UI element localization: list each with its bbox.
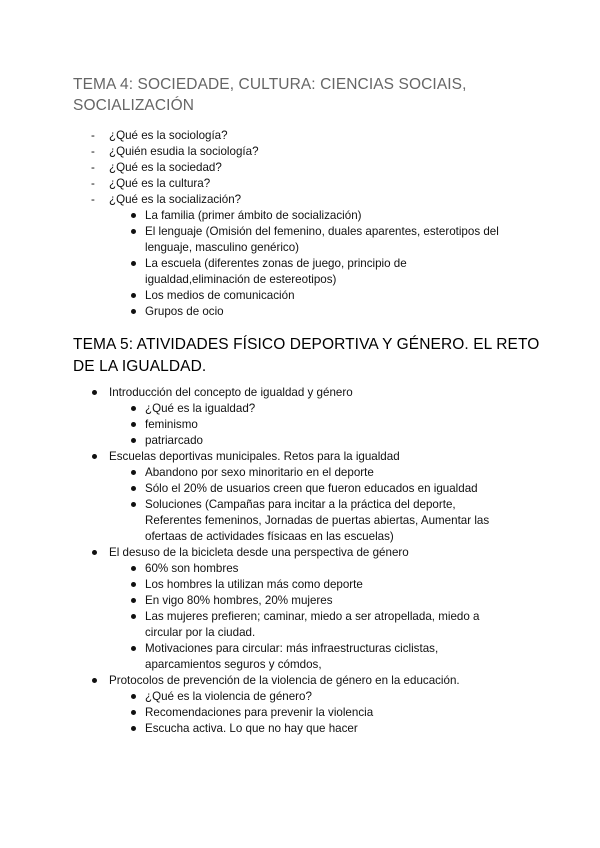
list-item: ¿Qué es la violencia de género? [145,690,312,703]
list-item: Las mujeres prefieren; caminar, miedo a ser atropellada, miedo a [145,610,480,623]
list-item-continuation: Referentes femeninos, Jornadas de puertas abiertas, Aumentar las [145,514,490,527]
list-item: Motivaciones para circular: más infraestructuras ciclistas, [145,642,439,655]
list-item: Soluciones (Campañas para incitar a la práctica del deporte, [145,498,456,511]
bullet-icon [131,502,136,507]
bullet-icon [131,582,136,587]
bullet-icon [131,438,136,443]
tema4-title-line2: SOCIALIZACIÓN [73,97,195,114]
tema5-title-line1: TEMA 5: ATIVIDADES FÍSICO DEPORTIVA Y GÉNERO. EL RETO [73,336,540,353]
bullet-icon [131,213,136,218]
list-item: Los hombres la utilizan más como deporte [145,578,363,591]
bullet-icon [131,726,136,731]
list-item-continuation: lenguaje, masculino genérico) [145,241,300,254]
list-item: Abandono por sexo minoritario en el deporte [145,466,374,479]
list-item: El lenguaje (Omisión del femenino, duales aparentes, esterotipos del [145,225,499,238]
list-item: Sólo el 20% de usuarios creen que fueron educados en igualdad [145,482,478,495]
bullet-icon [92,550,97,555]
list-item: Grupos de ocio [145,305,224,318]
dash-marker: - [91,193,95,206]
list-item: La familia (primer ámbito de socialización) [145,209,362,222]
bullet-icon [131,293,136,298]
bullet-icon [131,229,136,234]
bullet-icon [131,486,136,491]
list-item: Introducción del concepto de igualdad y género [109,386,353,399]
list-item: En vigo 80% hombres, 20% mujeres [145,594,333,607]
list-item: ¿Quién esudia la sociología? [109,145,259,158]
list-item: Escucha activa. Lo que no hay que hacer [145,722,358,735]
bullet-icon [131,614,136,619]
list-item: Recomendaciones para prevenir la violencia [145,706,374,719]
list-item: ¿Qué es la cultura? [109,177,211,190]
list-item: ¿Qué es la sociología? [109,129,228,142]
list-item: ¿Qué es la igualdad? [145,402,256,415]
tema5-title-line2: DE LA IGUALDAD. [73,358,207,375]
bullet-icon [131,646,136,651]
bullet-icon [131,710,136,715]
bullet-icon [131,406,136,411]
list-item: feminismo [145,418,198,431]
list-item: ¿Qué es la socialización? [109,193,242,206]
bullet-icon [131,470,136,475]
list-item: ¿Qué es la sociedad? [109,161,222,174]
tema4-title [73,74,553,116]
dash-marker: - [91,177,95,190]
tema4-title-line1: TEMA 4: SOCIEDADE, CULTURA: CIENCIAS SOCIAIS, [73,76,467,93]
bullet-icon [131,261,136,266]
bullet-icon [131,598,136,603]
bullet-icon [92,390,97,395]
dash-marker: - [91,145,95,158]
bullet-icon [131,694,136,699]
list-item-continuation: ofertaas de actividades físicaas en las escuelas) [145,530,394,543]
bullet-icon [131,422,136,427]
list-item: El desuso de la bicicleta desde una perspectiva de género [109,546,409,559]
list-item: Escuelas deportivas municipales. Retos para la igualdad [109,450,400,463]
list-item-continuation: igualdad,eliminación de estereotipos) [145,273,337,286]
dash-marker: - [91,129,95,142]
list-item: 60% son hombres [145,562,239,575]
list-item: Protocolos de prevención de la violencia de género en la educación. [109,674,460,687]
bullet-icon [131,566,136,571]
bullet-icon [131,309,136,314]
tema5-title [73,334,553,378]
bullet-icon [92,678,97,683]
list-item: Los medios de comunicación [145,289,295,302]
list-item: La escuela (diferentes zonas de juego, principio de [145,257,407,270]
bullet-icon [92,454,97,459]
dash-marker: - [91,161,95,174]
list-item: patriarcado [145,434,204,447]
list-item-continuation: circular por la ciudad. [145,626,256,639]
list-item-continuation: aparcamientos seguros y cómdos, [145,658,322,671]
